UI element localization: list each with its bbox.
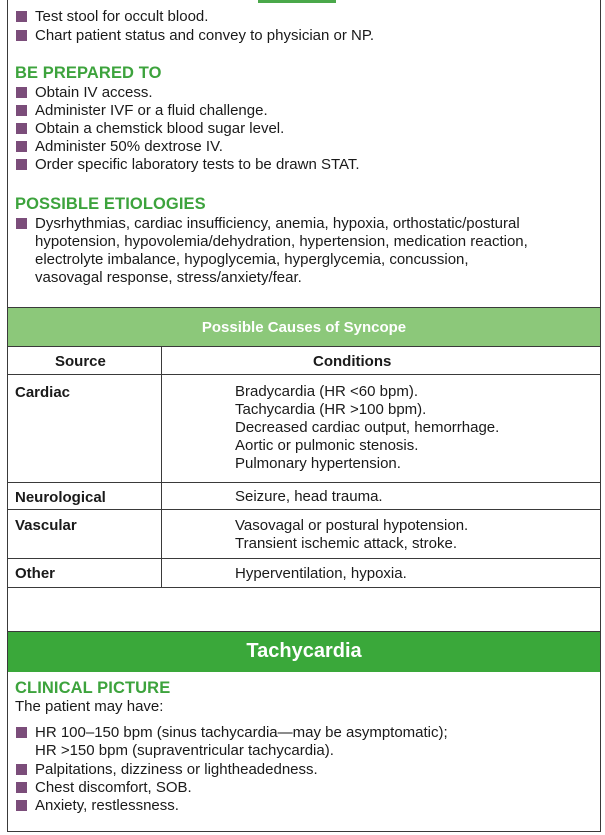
section-heading-be-prepared: BE PREPARED TO — [15, 64, 162, 82]
bullet-icon — [16, 800, 27, 811]
table-cell-conditions — [235, 565, 407, 583]
bullet-icon — [16, 141, 27, 152]
intro-text: The patient may have: — [15, 698, 164, 715]
table-title: Possible Causes of Syncope — [201, 319, 407, 336]
table-header-source: Source — [55, 353, 106, 370]
section-title-tachycardia: Tachycardia — [246, 640, 362, 662]
bullet-text: Administer IVF or a fluid challenge. — [35, 102, 268, 119]
condition-line: Bradycardia (HR <60 bpm). — [235, 383, 418, 400]
condition-line: Hyperventilation, hypoxia. — [235, 565, 407, 582]
divider — [8, 587, 600, 588]
divider — [8, 374, 600, 375]
divider — [8, 558, 600, 559]
table-header-conditions: Conditions — [313, 353, 392, 370]
condition-line: Transient ischemic attack, stroke. — [235, 535, 458, 552]
section-heading-clinical-picture: CLINICAL PICTURE — [15, 679, 171, 697]
bullet-icon — [16, 159, 27, 170]
bullet-text: Administer 50% dextrose IV. — [35, 138, 223, 155]
etiology-line: vasovagal response, stress/anxiety/fear. — [35, 269, 302, 286]
table-cell-source: Vascular — [15, 517, 77, 534]
divider — [8, 482, 600, 483]
bullet-icon — [16, 123, 27, 134]
bullet-icon — [16, 727, 27, 738]
condition-line: Vasovagal or postural hypotension. — [235, 517, 469, 534]
condition-line: Aortic or pulmonic stenosis. — [235, 437, 419, 454]
bullet-icon — [16, 782, 27, 793]
bullet-text: Order specific laboratory tests to be drawn STAT. — [35, 156, 360, 173]
bullet-text: Chest discomfort, SOB. — [35, 779, 192, 796]
bullet-text: Obtain a chemstick blood sugar level. — [35, 120, 285, 137]
bullet-text: Test stool for occult blood. — [35, 8, 209, 25]
bullet-icon — [16, 11, 27, 22]
table-cell-source: Neurological — [15, 489, 106, 506]
divider — [8, 346, 600, 347]
table-cell-source: Other — [15, 565, 56, 582]
etiology-line: electrolyte imbalance, hypoglycemia, hyperglycemia, concussion, — [35, 251, 469, 268]
section-title-band — [8, 632, 600, 672]
condition-line: Pulmonary hypertension. — [235, 455, 401, 472]
table-cell-conditions — [235, 383, 499, 473]
bullet-icon — [16, 30, 27, 41]
bullet-icon — [16, 218, 27, 229]
table-cell-conditions — [235, 488, 383, 506]
bullet-icon — [16, 764, 27, 775]
bullet-text: Palpitations, dizziness or lightheadedness. — [35, 761, 318, 778]
table-cell-conditions — [235, 517, 468, 553]
etiology-line: hypotension, hypovolemia/dehydration, hypertension, medication reaction, — [35, 233, 528, 250]
bullet-icon — [16, 87, 27, 98]
bullet-text: Anxiety, restlessness. — [35, 797, 179, 814]
table-cell-source: Cardiac — [15, 384, 71, 401]
condition-line: Seizure, head trauma. — [235, 488, 383, 505]
condition-line: Tachycardia (HR >100 bpm). — [235, 401, 427, 418]
top-tab-marker — [258, 0, 336, 3]
bullet-text: HR 100–150 bpm (sinus tachycardia—may be asymptomatic); — [35, 724, 448, 741]
etiology-line: Dysrhythmias, cardiac insufficiency, anemia, hypoxia, orthostatic/postural — [35, 215, 520, 232]
section-heading-etiologies: POSSIBLE ETIOLOGIES — [15, 195, 206, 213]
bullet-icon — [16, 105, 27, 116]
column-divider — [161, 346, 162, 587]
divider — [8, 509, 600, 510]
condition-line: Decreased cardiac output, hemorrhage. — [235, 419, 500, 436]
bullet-text: Chart patient status and convey to physician or NP. — [35, 27, 375, 44]
bullet-text: Obtain IV access. — [35, 84, 153, 101]
bullet-text-continued: HR >150 bpm (supraventricular tachycardia). — [35, 742, 334, 759]
table-title-band — [8, 308, 600, 346]
